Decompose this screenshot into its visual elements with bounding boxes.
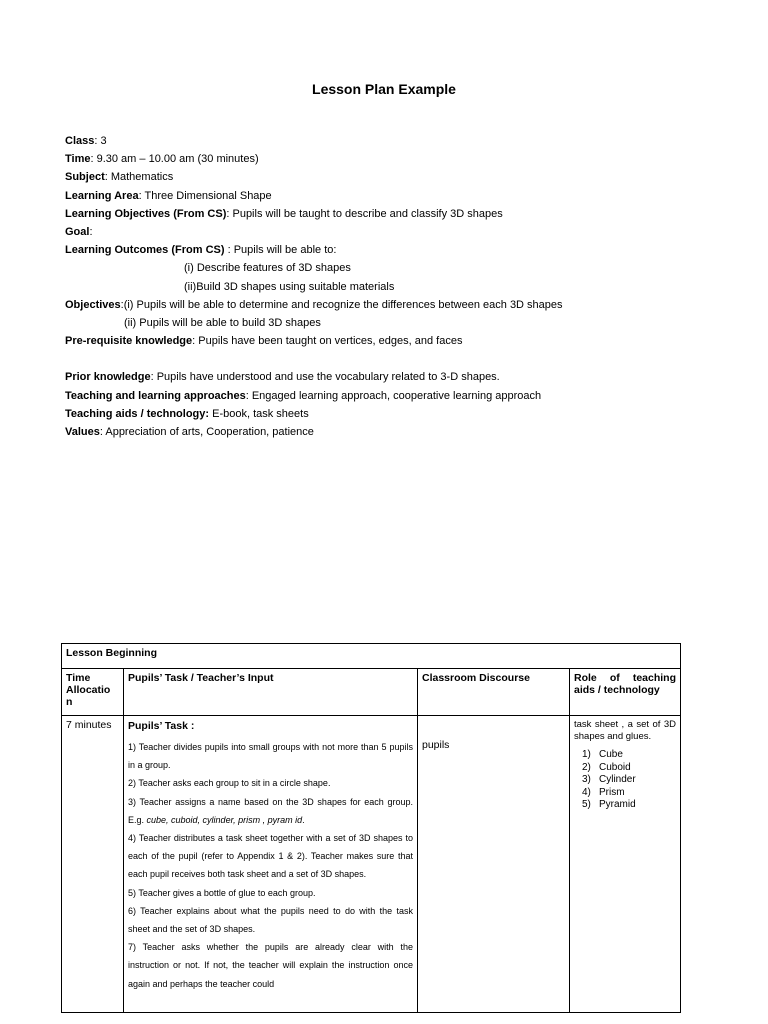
list-item xyxy=(582,787,676,800)
outcome-item: (ii)Build 3D shapes using suitable materials xyxy=(184,280,395,293)
task-step: 6) Teacher explains about what the pupils need to do with the task sheet and the set of 3D shapes. xyxy=(128,905,413,935)
prior-knowledge-row xyxy=(65,368,725,386)
teaching-aids-row xyxy=(65,405,725,423)
task-step: 7) Teacher asks whether the pupils are already clear with the instruction or not. If not, the teacher will explain the instruction once again and perhaps the teacher could xyxy=(128,942,413,989)
learning-area-value: : Three Dimensional Shape xyxy=(138,189,272,202)
list-item-label: Prism xyxy=(599,786,625,798)
objectives-label: Objectives xyxy=(65,298,121,311)
header-task: Pupils’ Task / Teacher’s Input xyxy=(124,669,418,716)
task-step xyxy=(128,793,413,829)
learning-area-label: Learning Area xyxy=(65,189,139,202)
learning-area-row xyxy=(65,187,725,205)
values-row xyxy=(65,423,725,441)
time-value: : 9.30 am – 10.00 am (30 minutes) xyxy=(90,153,259,166)
task-step: 2) Teacher asks each group to sit in a circle shape. xyxy=(128,778,331,789)
objectives-item: (ii) Pupils will be able to build 3D shapes xyxy=(124,316,321,329)
goal-row xyxy=(65,223,725,241)
approaches-row xyxy=(65,387,725,405)
task-cell xyxy=(124,716,418,1013)
task-step: 1) Teacher divides pupils into small groups with not more than 5 pupils in a group. xyxy=(128,742,413,771)
prerequisite-label: Pre-requisite knowledge xyxy=(65,335,193,348)
prior-knowledge-value: : Pupils have understood and use the vocabulary related to 3-D shapes. xyxy=(150,371,500,384)
list-item-number: 3) xyxy=(582,774,591,785)
task-step-shapes: cube, cuboid, cylinder, prism , pyram id xyxy=(146,814,303,825)
learning-outcomes-value: : Pupils will be able to: xyxy=(224,244,337,257)
list-item xyxy=(582,749,676,762)
list-item-number: 4) xyxy=(582,786,591,798)
prerequisite-value: : Pupils have been taught on vertices, edges, and faces xyxy=(192,335,463,348)
page-title: Lesson Plan Example xyxy=(312,81,456,97)
task-step: 5) Teacher gives a bottle of glue to each group. xyxy=(128,887,316,898)
learning-objectives-row xyxy=(65,205,725,223)
goal-value: : xyxy=(89,225,93,238)
subject-row xyxy=(65,168,725,186)
objectives-row xyxy=(65,296,725,314)
prior-knowledge-label: Prior knowledge xyxy=(65,371,151,384)
class-value: : 3 xyxy=(94,135,107,147)
time-row xyxy=(65,150,725,168)
table-row xyxy=(62,716,681,1013)
approaches-label: Teaching and learning approaches xyxy=(65,389,246,402)
objectives-value: :(i) Pupils will be able to determine and recognize the differences between each 3D shapes xyxy=(120,298,563,311)
list-item xyxy=(582,799,676,812)
list-item-number: 1) xyxy=(582,749,591,760)
approaches-value: : Engaged learning approach, cooperative learning approach xyxy=(245,389,542,402)
discourse-text: pupils xyxy=(422,739,450,751)
aids-list xyxy=(574,749,676,812)
list-item-number: 2) xyxy=(582,761,591,773)
task-step: 4) Teacher distributes a task sheet together with a set of 3D shapes to each of the pupil (refer to Appendix 1 & 2). Teacher makes sure that each pupil receives both task sheet and a set of 3D shapes. xyxy=(128,833,413,880)
learning-objectives-label: Learning Objectives (From CS) xyxy=(65,207,227,220)
subject-value: : Mathematics xyxy=(104,171,174,184)
time-cell: 7 minutes xyxy=(62,716,124,1013)
teaching-aids-value: E-book, task sheets xyxy=(209,407,309,420)
list-item-number: 5) xyxy=(582,799,591,810)
time-label: Time xyxy=(65,153,91,166)
aids-cell xyxy=(570,716,681,1013)
list-item-label: Cuboid xyxy=(599,761,631,773)
task-heading: Pupils’ Task : xyxy=(128,720,195,732)
list-item-label: Cylinder xyxy=(599,774,636,785)
header-role: Role of teaching aids / technology xyxy=(570,669,681,716)
header-discourse: Classroom Discourse xyxy=(418,669,570,716)
values-label: Values xyxy=(65,426,100,438)
section-title: Lesson Beginning xyxy=(62,644,681,669)
header-time: Time Allocatio n xyxy=(62,669,124,716)
lesson-table xyxy=(61,643,681,1013)
list-item-label: Cube xyxy=(599,749,623,760)
task-step-period: . xyxy=(302,814,305,825)
discourse-cell xyxy=(418,716,570,1013)
list-item-label: Pyramid xyxy=(599,799,636,810)
learning-objectives-value: : Pupils will be taught to describe and classify 3D shapes xyxy=(226,207,503,220)
prerequisite-row xyxy=(65,332,725,350)
class-row xyxy=(65,132,725,150)
task-step-text: 3) Teacher assigns a name based on the 3D shapes for each group. E.g. xyxy=(128,796,413,825)
list-item xyxy=(582,762,676,775)
class-label: Class xyxy=(65,135,95,147)
table-header-row xyxy=(62,669,681,716)
goal-label: Goal xyxy=(65,225,90,238)
learning-outcomes-label: Learning Outcomes (From CS) xyxy=(65,244,225,257)
table-section-row xyxy=(62,644,681,669)
learning-outcomes-row xyxy=(65,241,725,259)
values-value: : Appreciation of arts, Cooperation, patience xyxy=(99,426,314,438)
teaching-aids-label: Teaching aids / technology: xyxy=(65,407,210,420)
lesson-info xyxy=(65,132,725,441)
aids-text: task sheet , a set of 3D shapes and glues. xyxy=(574,719,677,742)
outcome-item: (i) Describe features of 3D shapes xyxy=(184,262,351,275)
list-item xyxy=(582,774,676,787)
subject-label: Subject xyxy=(65,171,105,184)
